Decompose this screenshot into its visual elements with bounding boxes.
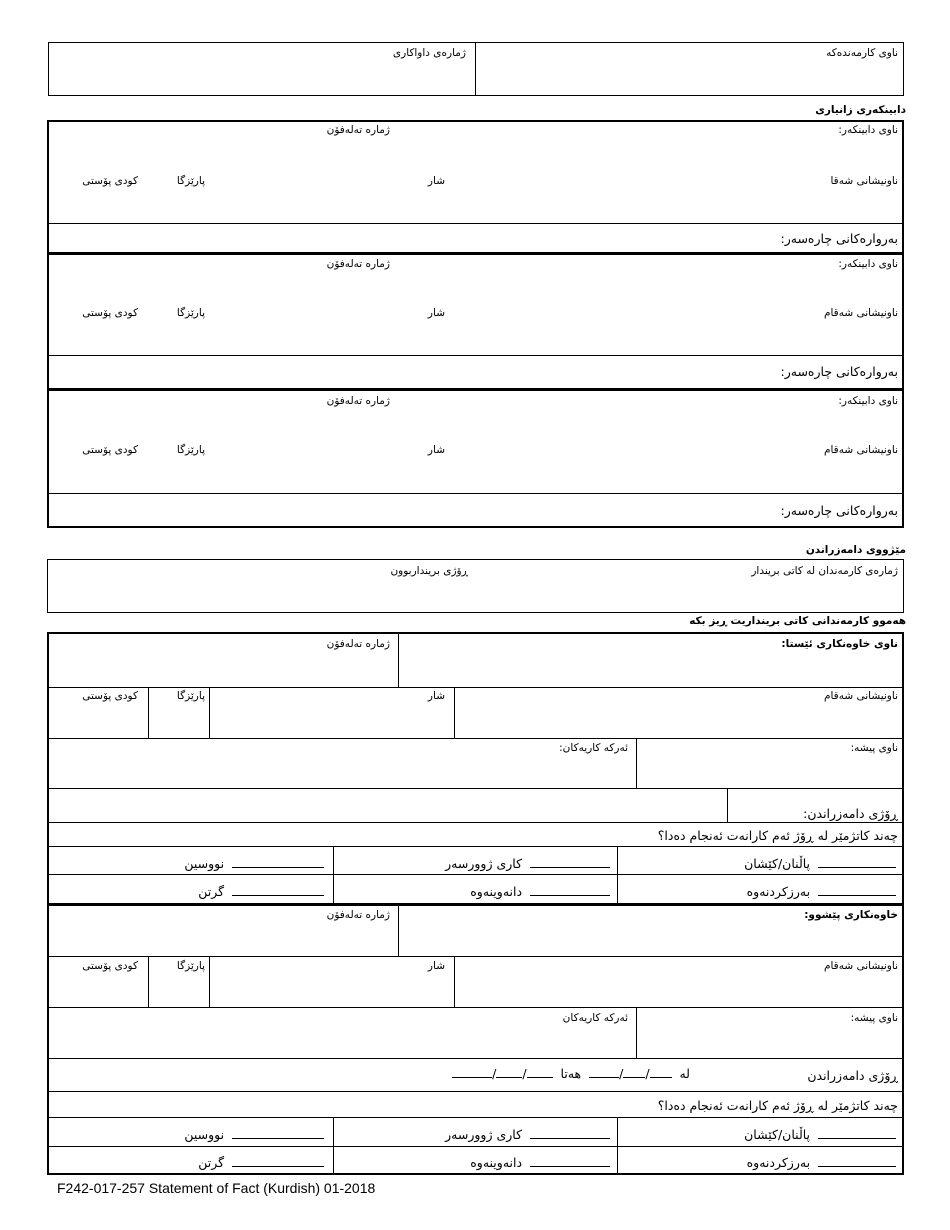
provider-3-phone-label: ژمارە تەلەفۆن xyxy=(326,395,390,407)
employer-separator xyxy=(48,903,903,906)
employers-instruction: هەموو کارمەندانی کاتی برینداریت ڕیز بکە xyxy=(689,615,906,627)
current-row-line-2 xyxy=(48,738,903,739)
current-task-bending[interactable] xyxy=(336,884,610,900)
employees-at-injury-field[interactable] xyxy=(480,580,900,610)
current-task-divider-2 xyxy=(333,846,334,904)
provider-separator-1 xyxy=(48,252,903,255)
current-employer-phone-label: ژمارە تەلەفۆن xyxy=(326,638,390,650)
current-duties-label: ئەرکە کاریەکان: xyxy=(559,742,628,754)
task-label: دانەوینەوە xyxy=(470,1155,523,1170)
provider-2-phone-field[interactable] xyxy=(52,272,392,300)
provider-3-zip-label: کودی پۆستی xyxy=(82,444,138,456)
employee-name-field[interactable] xyxy=(476,60,902,94)
current-task-writing[interactable] xyxy=(50,856,324,872)
provider-2-zip-label: کودی پۆستی xyxy=(82,307,138,319)
previous-task-row-line xyxy=(48,1146,903,1147)
current-province-label: پارێزگا xyxy=(176,690,205,702)
provider-1-province-label: پارێزگا xyxy=(176,175,205,187)
task-label: نووسین xyxy=(184,1127,225,1142)
current-employer-phone-field[interactable] xyxy=(52,652,394,684)
blank-line xyxy=(530,884,610,896)
previous-address-label: ناونیشانی شەقام xyxy=(823,960,898,972)
current-province-divider-left xyxy=(148,687,149,738)
previous-job-divider xyxy=(636,1007,637,1058)
previous-task-grasping[interactable] xyxy=(50,1155,324,1171)
provider-3-dates-divider xyxy=(48,493,903,494)
previous-task-writing[interactable] xyxy=(50,1127,324,1143)
blank-line xyxy=(818,1155,896,1167)
provider-1-dates-label: بەروارەکانی چارەسەر: xyxy=(780,231,898,246)
injury-date-field[interactable] xyxy=(52,580,472,610)
task-label: پاڵنان/کێشان xyxy=(744,856,811,871)
employee-name-label: ناوی کارمەندەکە xyxy=(826,47,898,59)
provider-2-province-label: پارێزگا xyxy=(176,307,205,319)
from-month-blank xyxy=(650,1066,672,1078)
to-month-blank xyxy=(527,1066,553,1078)
blank-line xyxy=(232,884,324,896)
from-label: لە xyxy=(679,1066,690,1081)
current-name-phone-divider xyxy=(398,633,399,687)
provider-1-city-label: شار xyxy=(427,175,445,187)
to-year-blank xyxy=(452,1066,492,1078)
provider-3-name-label: ناوی دابینکەر: xyxy=(838,395,898,407)
provider-3-dates-label: بەروارەکانی چارەسەر: xyxy=(780,503,898,518)
form-id-footer: F242-017-257 Statement of Fact (Kurdish) 01-2018 xyxy=(57,1180,376,1196)
previous-row-line-4 xyxy=(48,1091,903,1092)
provider-2-dates-label: بەروارەکانی چارەسەر: xyxy=(780,364,898,379)
current-employer-name-label: ناوی خاوەنکاری ئێستا: xyxy=(781,638,898,650)
previous-frequency-question: چەند کاتژمێر لە ڕۆژ ئەم کارانەت ئەنجام دەدا؟ xyxy=(657,1098,898,1113)
previous-employer-name-label: خاوەنکاری پێشوو: xyxy=(804,909,898,921)
current-zip-label: کودی پۆستی xyxy=(82,690,138,702)
current-duties-field[interactable] xyxy=(52,756,632,784)
current-hire-date-field[interactable] xyxy=(52,792,722,820)
previous-city-divider xyxy=(454,956,455,1007)
provider-1-address-label: ناونیشانی شەقا xyxy=(830,175,898,187)
current-job-field[interactable] xyxy=(640,756,900,784)
blank-line xyxy=(818,1127,896,1139)
blank-line xyxy=(530,856,610,868)
current-hire-date-label: ڕۆژی دامەزراندن: xyxy=(803,806,898,821)
task-label: دانەوینەوە xyxy=(470,884,523,899)
provider-3-city-label: شار xyxy=(427,444,445,456)
provider-1-dates-divider xyxy=(48,223,903,224)
current-task-push-pull[interactable] xyxy=(620,856,896,872)
provider-3-address-label: ناونیشانی شەقام xyxy=(823,444,898,456)
current-row-line-5 xyxy=(48,846,903,847)
task-label: کاری ژوورسەر xyxy=(445,1127,523,1142)
provider-2-dates-divider xyxy=(48,355,903,356)
previous-task-lifting[interactable] xyxy=(620,1155,896,1171)
blank-line xyxy=(530,1155,610,1167)
previous-date-range[interactable]: لە // هەتا // xyxy=(380,1066,690,1082)
previous-employer-phone-field[interactable] xyxy=(52,922,394,954)
current-row-line-1 xyxy=(48,687,903,688)
current-job-divider xyxy=(636,738,637,788)
current-city-label: شار xyxy=(427,690,445,702)
previous-province-label: پارێزگا xyxy=(176,960,205,972)
current-job-label: ناوی پیشە: xyxy=(850,742,898,754)
provider-3-phone-field[interactable] xyxy=(52,409,392,437)
task-label: گرتن xyxy=(198,884,225,899)
employment-section-title: مێژووی دامەزراندن xyxy=(805,544,906,556)
previous-row-line-5 xyxy=(48,1117,903,1118)
previous-task-overhead[interactable] xyxy=(336,1127,610,1143)
from-year-blank xyxy=(589,1066,619,1078)
blank-line xyxy=(232,1155,324,1167)
task-label: کاری ژوورسەر xyxy=(445,856,523,871)
previous-zip-label: کودی پۆستی xyxy=(82,960,138,972)
provider-1-name-label: ناوی دابینکەر: xyxy=(838,124,898,136)
current-city-divider xyxy=(454,687,455,738)
previous-hire-date-label: ڕۆژی دامەزراندن xyxy=(807,1068,898,1083)
previous-province-divider-left xyxy=(148,956,149,1007)
provider-2-name-field[interactable] xyxy=(400,272,900,300)
provider-3-name-field[interactable] xyxy=(400,409,900,437)
to-label: هەتا xyxy=(560,1066,582,1081)
provider-2-city-label: شار xyxy=(427,307,445,319)
current-task-grasping[interactable] xyxy=(50,884,324,900)
claim-number-label: ژمارەی داواکاری xyxy=(392,47,466,59)
providers-section-title: دابینکەری زانیاری xyxy=(815,104,906,116)
current-task-overhead[interactable] xyxy=(336,856,610,872)
injury-date-label: ڕۆژی بریندار‌بوون xyxy=(390,565,468,577)
previous-employer-phone-label: ژمارە تەلەفۆن xyxy=(326,909,390,921)
from-day-blank xyxy=(623,1066,645,1078)
previous-row-line-2 xyxy=(48,1007,903,1008)
blank-line xyxy=(232,1127,324,1139)
previous-row-line-3 xyxy=(48,1058,903,1059)
provider-3-province-label: پارێزگا xyxy=(176,444,205,456)
current-row-line-4 xyxy=(48,822,903,823)
current-employer-name-field[interactable] xyxy=(402,652,900,684)
blank-line xyxy=(818,884,896,896)
provider-1-name-field[interactable] xyxy=(400,138,900,168)
current-address-label: ناونیشانی شەقام xyxy=(823,690,898,702)
provider-2-name-label: ناوی دابینکەر: xyxy=(838,258,898,270)
provider-1-phone-field[interactable] xyxy=(52,138,392,168)
previous-row-line-1 xyxy=(48,956,903,957)
provider-1-phone-label: ژمارە تەلەفۆن xyxy=(326,124,390,136)
current-province-divider-right xyxy=(209,687,210,738)
previous-city-label: شار xyxy=(427,960,445,972)
previous-province-divider-right xyxy=(209,956,210,1007)
previous-task-bending[interactable] xyxy=(336,1155,610,1171)
current-row-line-3 xyxy=(48,788,903,789)
current-frequency-question: چەند کاتژمێر لە ڕۆژ ئەم کارانەت ئەنجام دەدا؟ xyxy=(657,828,898,843)
previous-duties-label: ئەرکە کاریەکان xyxy=(562,1012,628,1024)
current-hire-date-divider xyxy=(727,788,728,822)
task-label: پاڵنان/کێشان xyxy=(744,1127,811,1142)
previous-name-phone-divider xyxy=(398,906,399,956)
blank-line xyxy=(530,1127,610,1139)
previous-job-field[interactable] xyxy=(640,1026,900,1054)
to-day-blank xyxy=(496,1066,522,1078)
blank-line xyxy=(232,856,324,868)
previous-task-push-pull[interactable] xyxy=(620,1127,896,1143)
claim-number-field[interactable] xyxy=(50,60,474,94)
previous-employer-name-field[interactable] xyxy=(402,922,900,954)
provider-1-zip-label: کودی پۆستی xyxy=(82,175,138,187)
task-label: بەرزکردنەوە xyxy=(746,884,811,899)
blank-line xyxy=(818,856,896,868)
task-label: گرتن xyxy=(198,1155,225,1170)
previous-job-label: ناوی پیشە: xyxy=(850,1012,898,1024)
current-task-row-line xyxy=(48,874,903,875)
task-label: نووسین xyxy=(184,856,225,871)
provider-2-phone-label: ژمارە تەلەفۆن xyxy=(326,258,390,270)
employees-at-injury-label: ژمارەی کارمەندان لە کاتی بریندار xyxy=(751,565,898,577)
provider-separator-2 xyxy=(48,388,903,391)
providers-box xyxy=(47,120,904,528)
provider-2-address-label: ناونیشانی شەقام xyxy=(823,307,898,319)
current-task-lifting[interactable] xyxy=(620,884,896,900)
previous-duties-field[interactable] xyxy=(52,1026,632,1054)
task-label: بەرزکردنەوە xyxy=(746,1155,811,1170)
current-task-divider-1 xyxy=(617,846,618,904)
